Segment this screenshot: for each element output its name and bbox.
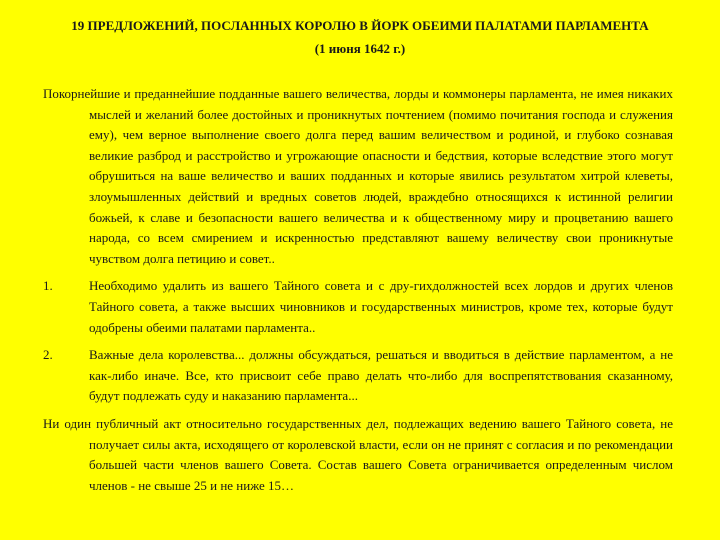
list-item-number: 2. [43, 347, 53, 363]
intro-paragraph: Покорнейшие и преданнейшие подданные вашего величества, лорды и коммонеры парламента, не имея никаких мыслей и желаний более достойных и проникнутых почтением (помимо почитания господа и служения ему), чем верное выполнение своего долга перед вашим величеством и родиной, и глубоко сознавая великие разброд и расстройство и угрожающие опасности и бедствия, которые вследствие этого могут обрушиться на ваше величество и ваших подданных и которые явились результатом хитрой клеветы, злоумышленных действий и вредных советов людей, враждебно относящихся к истинной религии божьей, к славе и безопасности вашего величества и к общественному миру и процветанию вашего народа, со всем смирением и искренностью представляют вашему величеству свои проникнутые чувством долга петицию и совет.. [43, 86, 673, 266]
document-title [40, 14, 680, 60]
title-line-2: (1 июня 1642 г.) [314, 41, 406, 56]
title-line-1: 19 ПРЕДЛОЖЕНИЙ, ПОСЛАННЫХ КОРОЛЮ В ЙОРК ОБЕИМИ ПАЛАТАМИ ПАРЛАМЕНТА [71, 18, 649, 33]
list-item-number: 1. [43, 278, 53, 294]
list-item-2 [43, 345, 673, 407]
list-item-text: Важные дела королевства... должны обсуждаться, решаться и вводиться в действие парламентом, а не как-либо иначе. Все, кто присвоит себе право делать что-либо для воспрепятствования сказанному, будут подлежать суду и наказанию парламента... [89, 347, 673, 404]
list-item-text: Необходимо удалить из вашего Тайного совета и с дру-гихдолжностей всех лордов и других членов Тайного совета, а также высших чиновников и государственных министров, кроме тех, которые будут одобрены обеими палатами парламента.. [89, 278, 673, 335]
list-item-1 [43, 276, 673, 338]
document-body [43, 84, 673, 503]
closing-paragraph: Ни один публичный акт относительно государственных дел, подлежащих ведению вашего Тайного совета, не получает силы акта, исходящего от королевской власти, если он не принят с согласия и по рекомендации большей части членов вашего Совета. Состав вашего Совета ограничивается определенным числом членов - не свыше 25 и не ниже 15… [43, 415, 673, 493]
